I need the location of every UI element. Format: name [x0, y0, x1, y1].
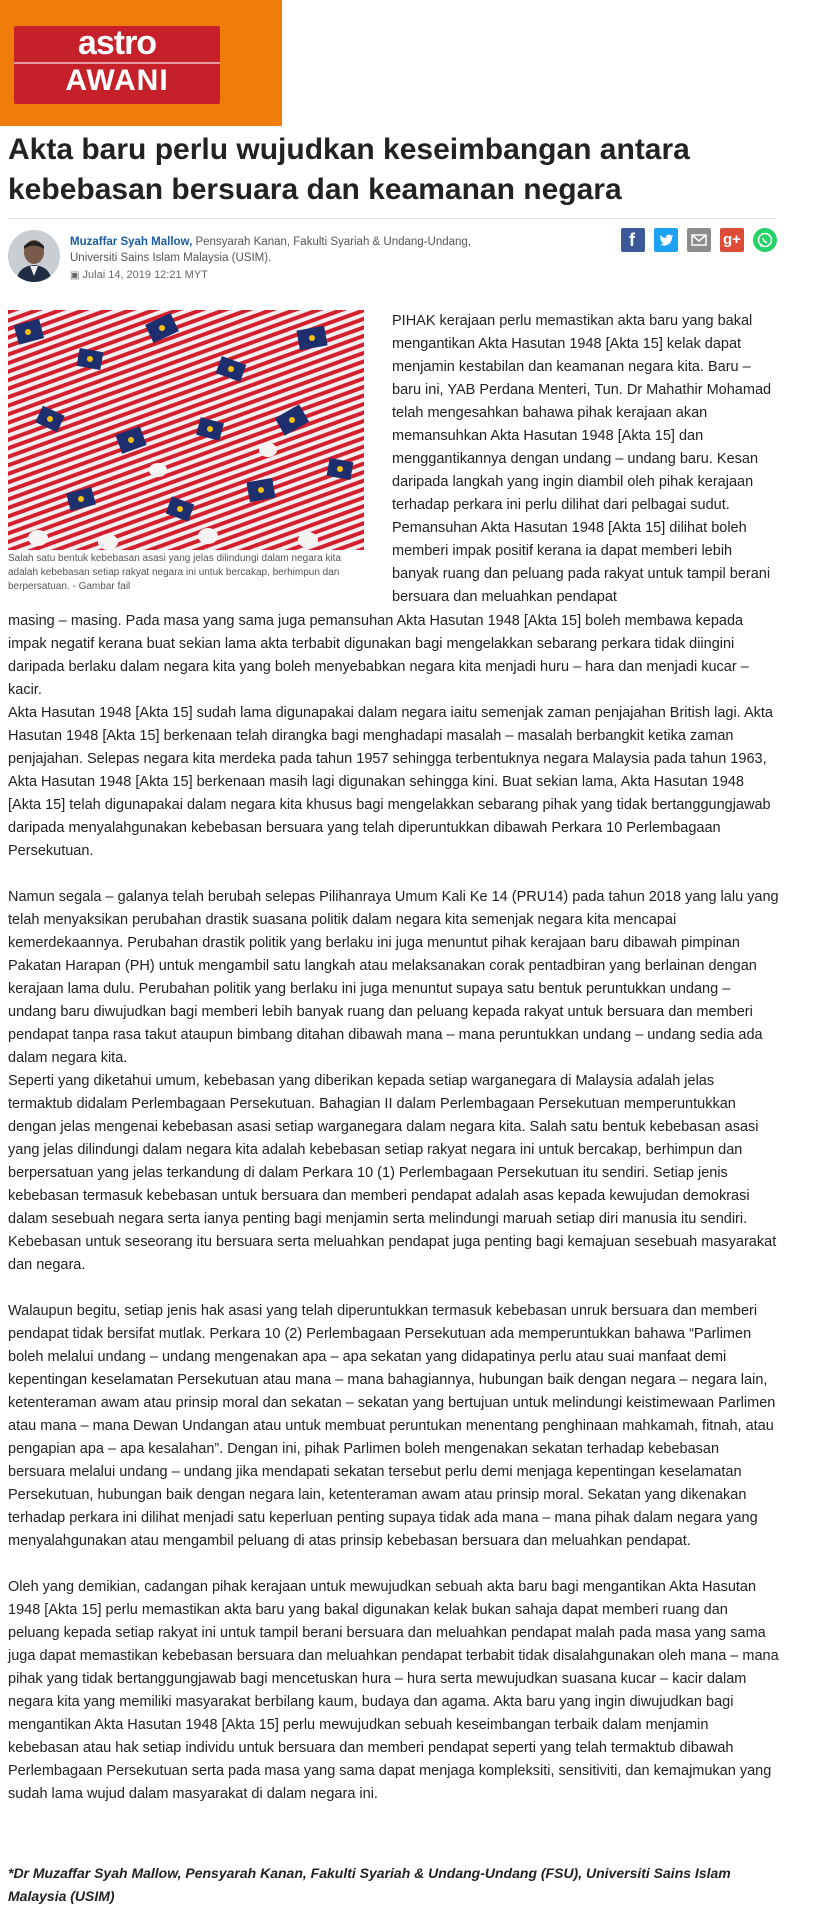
- email-share-button[interactable]: [687, 228, 711, 252]
- site-logo[interactable]: [0, 0, 282, 126]
- article-paragraph-intro: PIHAK kerajaan perlu memastikan akta baru yang bakal mengantikan Akta Hasutan 1948 [Akta 15] kelak dapat menjamin kestabilan dan keamanan negara kita. Baru – baru ini, YAB Perdana Menteri, Tun. Dr Mahathir Mohamad telah mengesahkan bahawa pihak kerajaan akan memansuhkan Akta Hasutan 1948 [Akta 15] dan menggantikannya dengan undang – undang baru. Kesan daripada langkah yang ingin diambil oleh pihak kerajaan terhadap perkara ini perlu dilihat dari pelbagai sudut. Pemansuhan Akta Hasutan 1948 [Akta 15] dilihat boleh memberi impak positif kerana ia dapat memberi lebih banyak ruang dan peluang pada rakyat untuk tampil berani bersuara dan meluahkan pendapat: [392, 313, 772, 605]
- flag-crowd-illustration: [8, 310, 364, 550]
- author-role: Pensyarah Kanan, Fakulti Syariah & Undang-Undang, Universiti Sains Islam Malaysia (USIM).: [70, 236, 471, 264]
- article-photo[interactable]: [8, 310, 364, 550]
- email-icon: [687, 228, 711, 252]
- photo-caption: Salah satu bentuk kebebasan asasi yang jelas dilindungi dalam negara kita adalah kebebasan setiap rakyat negara ini untuk bercakap, berhimpun dan berpersatuan. - Gambar fail: [8, 553, 342, 592]
- whatsapp-icon: [753, 228, 777, 252]
- author-avatar: [8, 230, 60, 282]
- article-paragraph: Oleh yang demikian, cadangan pihak kerajaan untuk mewujudkan sebuah akta baru bagi mengantikan Akta Hasutan 1948 [Akta 15] perlu memastikan akta baru yang bakal digunakan kelak bukan sahaja dapat memberi ruang dan peluang kepada setiap rakyat ini untuk tampil berani bersuara dan meluahkan pendapat malah pada masa yang sama juga dapat memastikan kebebasan bersuara dan meluahkan pendapat terbabit tidak disalahgunakan oleh mana – mana pihak yang tidak bertanggungjawab bagi mencetuskan hura – hura serta mewujudkan suasana kucar – kacir dalam negara kita yang memiliki masyarakat berbilang kaum, budaya dan agama. Akta baru yang ingin diwujudkan bagi mengantikan Akta Hasutan 1948 [Akta 15] perlu mewujudkan sebuah keseimbangan terbaik dalam menjamin kebebasan atau hak setiap individu untuk bersuara dan memberi pendapat seperti yang telah termaktub dibawah Perlembagaan Persekutuan serta pada masa yang sama dapat menjaga kompleksiti, sensitiviti, dan kemajmukan yang sudah lama wujud dalam masyarakat di dalam negara ini.: [8, 1579, 779, 1802]
- author-signature: *Dr Muzaffar Syah Mallow, Pensyarah Kanan, Fakulti Syariah & Undang-Undang (FSU), Universiti Sains Islam Malaysia (USIM): [8, 1865, 731, 1904]
- article-paragraph: Akta Hasutan 1948 [Akta 15] sudah lama digunapakai dalam negara iaitu semenjak zaman penjajahan British lagi. Akta Hasutan 1948 [Akta 15] berkenaan telah dirangka bagi menghadapi masalah – masalah berbangkit ketika zaman penjajahan. Selepas negara kita merdeka pada tahun 1957 sehingga terbentuknya negara Malaysia pada tahun 1963, Akta Hasutan 1948 [Akta 15] berkenaan masih lagi digunakan sehingga kini. Buat sekian lama, Akta Hasutan 1948 [Akta 15] telah digunapakai dalam negara kita khusus bagi mengelakkan sebarang pihak yang tidak bertanggungjawab daripada menyalahgunakan kebebasan bersuara yang telah diperuntukkan dibawah Perkara 10 Perlembagaan Persekutuan.: [8, 705, 773, 859]
- logo-badge: [14, 26, 220, 104]
- article-paragraph: Seperti yang diketahui umum, kebebasan yang diberikan kepada setiap warganegara di Malaysia adalah jelas termaktub didalam Perlembagaan Persekutuan. Bahagian II dalam Perlembagaan Persekutuan memperuntukkan dengan jelas mengenai kebebasan asasi setiap warganegara dalam negara kita. Salah satu bentuk kebebasan asasi yang jelas dilindungi dalam negara kita adalah kebebasan setiap rakyat negara ini untuk bercakap, berhimpun dan berpersatuan yang jelas terkandung di dalam Perkara 10 (1) Perlembagaan Persekutuan itu sendiri. Setiap jenis kebebasan termasuk kebebasan untuk bersuara dan memberi pendapat adalah asas kepada kewujudan demokrasi dalam sesebuah negara serta ianya penting bagi menjamin serta melindungi maruah setiap diri manusia itu sendiri. Kebebasan untuk seseorang itu bersuara serta meluahkan pendapat juga penting bagi kemajuan sesebuah masyarakat dan negara.: [8, 1073, 777, 1273]
- facebook-icon: f: [629, 230, 635, 250]
- google-plus-share-button[interactable]: [720, 228, 744, 252]
- whatsapp-share-button[interactable]: [753, 228, 777, 252]
- google-plus-icon: g+: [723, 231, 741, 248]
- logo-astro-text: astro: [77, 24, 157, 62]
- publish-date-text: Julai 14, 2019 12:21 MYT: [82, 269, 208, 281]
- article-headline: Akta baru perlu wujudkan keseimbangan antara kebebasan bersuara dan keamanan negara: [8, 133, 690, 206]
- author-name[interactable]: Muzaffar Syah Mallow,: [70, 236, 193, 248]
- author-byline: [70, 234, 510, 266]
- divider: [8, 218, 776, 219]
- twitter-share-button[interactable]: [654, 228, 678, 252]
- calendar-icon: ▣: [70, 270, 80, 281]
- twitter-icon: [654, 228, 678, 252]
- article-paragraph: Walaupun begitu, setiap jenis hak asasi yang telah diperuntukkan termasuk kebebasan unruk bersuara dan memberi pendapat tidak bersifat mutlak. Perkara 10 (2) Perlembagaan Persekutuan ada memperuntukkan bahawa “Parlimen boleh melalui undang – undang mengenakan apa – apa sekatan yang didapatinya perlu atau suai manfaat demi kepentingan keselamatan Persekutuan atau mana – mana bahagiannya, hubungan baik dengan negara – negara lain, ketenteraman awam atau prinsip moral dan sekatan – sekatan yang bertujuan untuk melindungi keistimewaan Parlimen atau mana – mana Dewan Undangan atau untuk membuat peruntukan menentang penghinaan mahkamah, fitnah, atau pengapian apa – apa kesalahan”. Dengan ini, pihak Parlimen boleh mengenakan sekatan terhadap kebebasan bersuara melalui undang – undang jika mendapati sekatan tersebut perlu demi menjaga kepentingan keselamatan Persekutuan, hubungan baik dengan negara lain, ketenteraman awam atau prinsip moral. Sekatan yang dikenakan terhadap perkara ini dilihat menjadi satu keperluan penting supaya tidak ada mana – mana pihak dalam negara yang menyalahgunakan atau mengambil peluang di atas prinsip kebebasan bersuara dan meluahkan pendapat.: [8, 1303, 776, 1549]
- facebook-share-button[interactable]: [621, 228, 645, 252]
- logo-awani-text: AWANI: [65, 64, 169, 97]
- article-paragraph-intro-continued: masing – masing. Pada masa yang sama juga pemansuhan Akta Hasutan 1948 [Akta 15] boleh membawa kepada impak negatif kerana buat sekian lama akta terbabit digunakan bagi mengelakkan sebarang perkara tidak diingini daripada berlaku dalam negara kita yang boleh menyebabkan negara kita menjadi huru – hara dan menjadi kucar – kacir.: [8, 613, 749, 698]
- publish-date: [70, 268, 208, 283]
- article-paragraph: Namun segala – galanya telah berubah selepas Pilihanraya Umum Kali Ke 14 (PRU14) pada tahun 2018 yang lalu yang telah menyaksikan perubahan drastik suasana politik dalam negara kita semenjak negara kita mencapai kemerdekaannya. Perubahan drastik politik yang berlaku ini juga menuntut pihak kerajaan baru dibawah pimpinan Pakatan Harapan (PH) untuk mengambil satu langkah atau melaksanakan corak pentadbiran yang berlainan dengan kerajaan lama dulu. Perubahan politik yang berlaku ini juga menuntut supaya satu bentuk peruntukkan undang – undang baru diwujudkan bagi memberi lebih banyak ruang dan peluang kepada rakyat untuk bersuara dan memberi pendapat tanpa rasa takut ataupun bimbang ditahan dibawah mana – mana peruntukkan undang – undang sedia ada dalam negara kita.: [8, 889, 779, 1066]
